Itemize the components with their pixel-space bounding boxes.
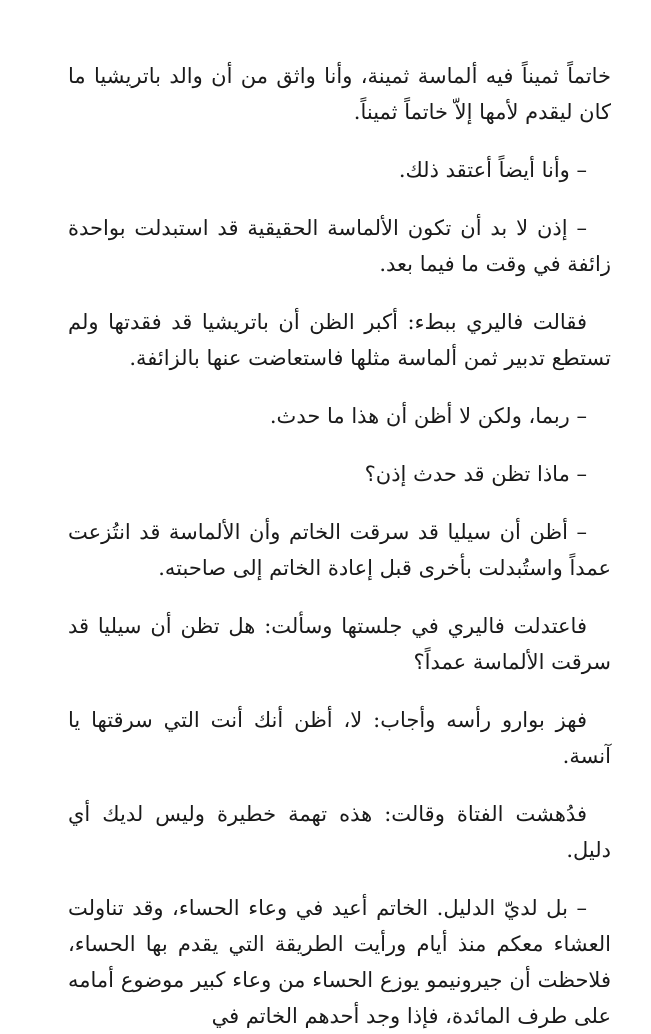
paragraph-2: – وأنا أيضاً أعتقد ذلك.	[398, 158, 587, 182]
paragraph-11: – بل لديّ الدليل. الخاتم أعيد في وعاء الحساء، وقد تناولت العشاء معكم منذ أيام ورأيت الطريقة التي يقدم بها الحساء، فلاحظت أن جيرونيمو يوزع الحساء من وعاء كبير موضوع أمامه على طرف المائدة، فإذا وجد أحدهم الخاتم في	[68, 896, 611, 1028]
paragraph-4: فقالت فاليري ببطء: أكبر الظن أن باتريشيا قد فقدتها ولم تستطع تدبير ثمن ألماسة مثلها فاستعاضت عنها بالزائفة.	[68, 310, 611, 370]
paragraph-6: – ماذا تظن قد حدث إذن؟	[364, 462, 587, 486]
paragraph-1: خاتماً ثميناً فيه ألماسة ثمينة، وأنا واثق من أن والد باتريشيا ما كان ليقدم لأمها إلاّ خاتماً ثميناً.	[68, 64, 611, 124]
paragraph-7: – أظن أن سيليا قد سرقت الخاتم وأن الألماسة قد انتُزعت عمداً واستُبدلت بأخرى قبل إعادة الخاتم إلى صاحبته.	[68, 520, 611, 580]
paragraph-9: فهز بوارو رأسه وأجاب: لا، أظن أنك أنت التي سرقتها يا آنسة.	[68, 708, 611, 768]
paragraph-8: فاعتدلت فاليري في جلستها وسألت: هل تظن أن سيليا قد سرقت الألماسة عمداً؟	[68, 614, 611, 674]
paragraph-3: – إذن لا بد أن تكون الألماسة الحقيقية قد استبدلت بواحدة زائفة في وقت ما فيما بعد.	[68, 216, 611, 276]
paragraph-10: فدُهشت الفتاة وقالت: هذه تهمة خطيرة وليس لديك أي دليل.	[68, 802, 611, 862]
paragraph-5: – ربما، ولكن لا أظن أن هذا ما حدث.	[269, 404, 587, 428]
